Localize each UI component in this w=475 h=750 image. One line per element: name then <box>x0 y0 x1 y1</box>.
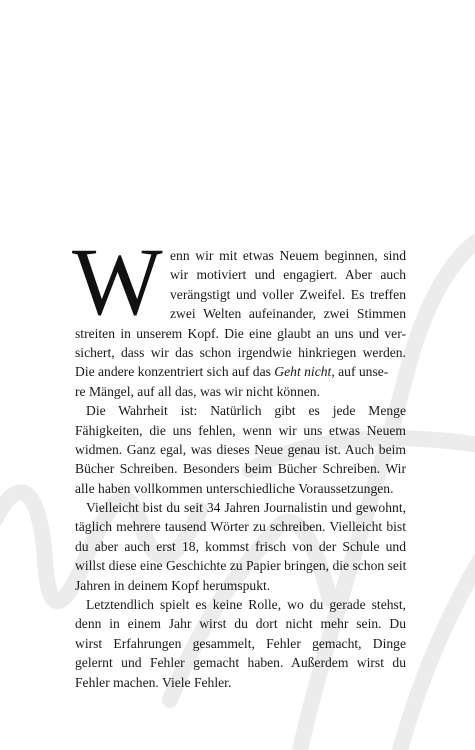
text-line: wirst Erfahrungen gesammelt, Fehler gemacht, Dinge <box>75 635 406 651</box>
text-line: zwei Welten aufeinander, zwei Stimmen <box>170 306 406 322</box>
text-line: Letztendlich spielt es keine Rolle, wo du gerade stehst, <box>86 597 406 613</box>
text-line: enn wir mit etwas Neuem beginnen, sind <box>170 248 406 263</box>
text-line: Bücher Schreiben. Besonders beim Bücher Schreiben. Wir <box>75 461 406 477</box>
text-line: sichert, dass wir das schon irgendwie hinkriegen werden. <box>75 344 406 360</box>
text-line: willst diese eine Geschichte zu Papier bringen, die schon seit <box>75 558 407 574</box>
text-line: Fähigkeiten, die uns fehlen, wenn wir uns etwas Neuem <box>75 422 406 438</box>
text-line <box>75 362 406 381</box>
text-line: Jahren in deinem Kopf herumspukt. <box>75 577 271 593</box>
body-text <box>72 228 407 692</box>
watermark-stroke-5 <box>400 560 475 750</box>
text-line: verängstigt und voller Zweifel. Es treffen <box>170 286 406 302</box>
text-fragment: , auf unse- <box>331 364 389 380</box>
text-line: gelernt und Fehler gemacht haben. Außerdem wirst du <box>75 655 406 671</box>
text-line: Fehler machen. Viele Fehler. <box>75 674 232 690</box>
text-line: widmen. Ganz egal, was dieses Neue genau ist. Auch beim <box>75 441 406 457</box>
text-line: re Mängel, auf all das, was wir nicht können. <box>75 383 320 399</box>
drop-cap: W <box>72 228 163 335</box>
text-line: täglich mehrere tausend Wörter zu schreiben. Vielleicht bist <box>75 519 406 535</box>
text-line: wir motiviert und engagiert. Aber auch <box>170 267 406 283</box>
text-fragment: Die andere konzentriert sich auf das <box>75 364 275 380</box>
text-line: du aber auch erst 18, kommst frisch von der Schule und <box>75 538 406 554</box>
italic-phrase: Geht nicht <box>274 364 332 380</box>
text-line: Vielleicht bist du seit 34 Jahren Journalistin und gewohnt, <box>86 500 406 516</box>
text-line: denn in einem Jahr wirst du dort nicht mehr sein. Du <box>75 616 406 632</box>
text-line: streiten in unserem Kopf. Die eine glaubt an uns und ver- <box>75 325 406 341</box>
text-line: Die Wahrheit ist: Natürlich gibt es jede Menge <box>86 403 406 419</box>
text-line: alle haben vollkommen unterschiedliche Voraussetzungen. <box>75 480 394 496</box>
